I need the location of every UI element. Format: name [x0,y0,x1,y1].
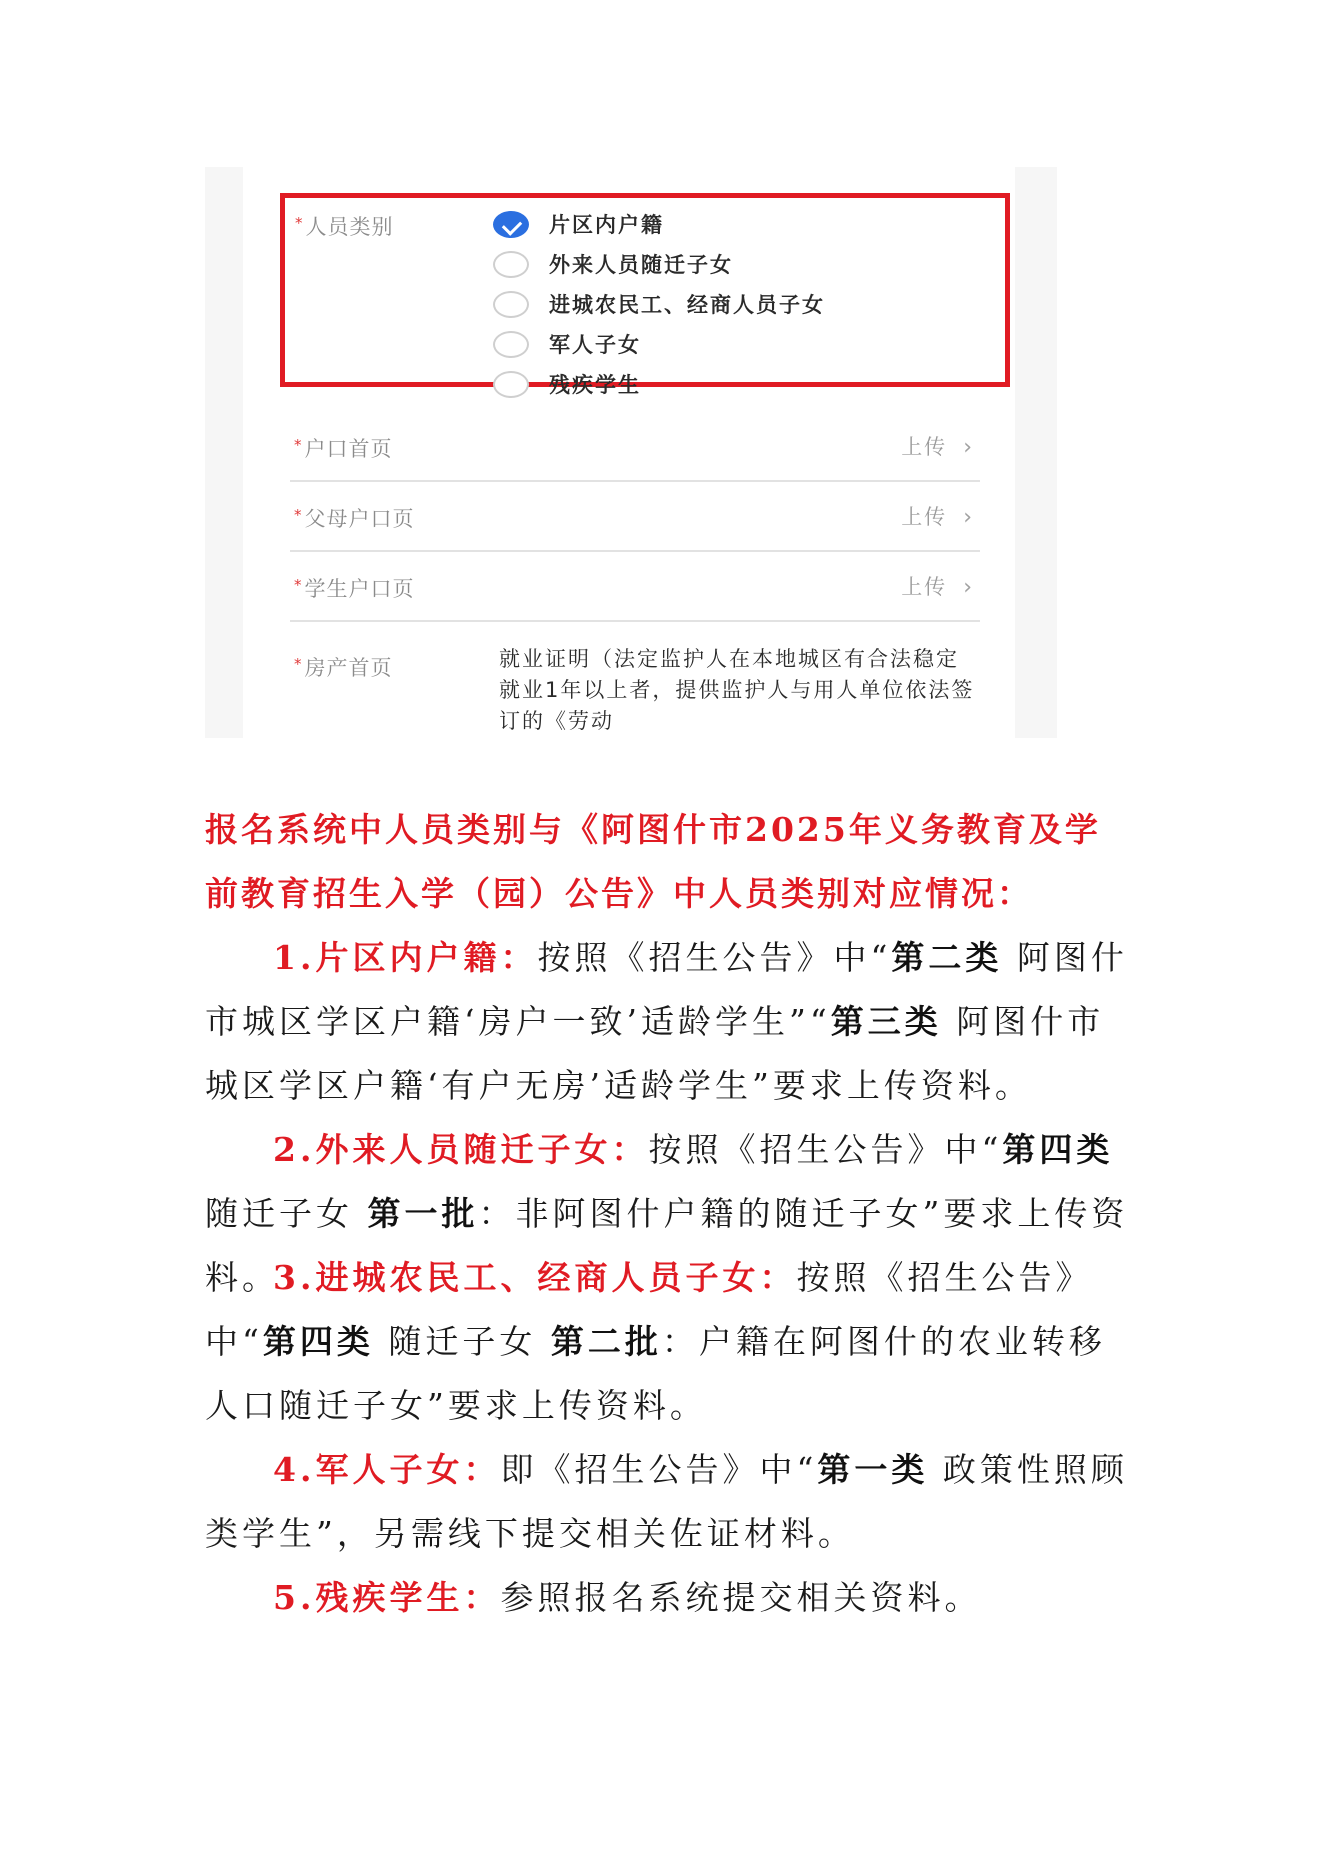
option-local-hukou[interactable] [493,209,664,239]
upload-row-parent-hukou[interactable] [290,482,980,552]
document-heading: 报名系统中人员类别与《阿图什市2025年义务教育及学前教育招生入学（园）公告》中人员类别对应情况： [205,810,1101,913]
item-disabled-students: 5.残疾学生：参照报名系统提交相关资料。 [273,1578,982,1617]
form-screenshot [205,167,1057,738]
upload-row-student-hukou[interactable] [290,552,980,622]
category-label-text: 人员类别 [305,215,394,239]
category-label [295,211,394,241]
option-disabled-students[interactable] [493,369,641,399]
radio-unchecked-icon[interactable] [493,331,529,358]
item-migrant-worker-children: 3.进城农民工、经商人员子女：按照《招生公告》中“第四类 随迁子女 第二批：户籍在阿图什的农业转移人口随迁子女”要求上传资料。 [205,1258,1106,1425]
item-lead: 5.残疾学生： [273,1578,501,1617]
required-mark: * [295,214,304,232]
upload-button[interactable]: 上传 › [901,435,974,460]
option-label: 残疾学生 [549,373,641,397]
upload-row-label: *父母户口页 [294,506,415,531]
upload-row-property[interactable] [290,640,980,738]
upload-row-label: *房产首页 [294,655,393,680]
chevron-right-icon: › [963,575,974,600]
upload-row-label: *学生户口页 [294,576,415,601]
radio-unchecked-icon[interactable] [493,251,529,278]
property-row-description: 就业证明（法定监护人在本地城区有合法稳定就业1年以上者，提供监护人与用人单位依法签订的《劳动 [499,647,975,733]
option-label: 进城农民工、经商人员子女 [549,293,825,317]
option-label: 军人子女 [549,333,641,357]
upload-row-label: *户口首页 [294,436,393,461]
option-military-children[interactable] [493,329,641,359]
item-lead: 3.进城农民工、经商人员子女： [273,1258,797,1297]
item-lead: 2.外来人员随迁子女： [273,1130,649,1169]
radio-checked-icon[interactable] [493,211,529,238]
chevron-right-icon: › [963,505,974,530]
chevron-right-icon: › [963,435,974,460]
option-label: 片区内户籍 [549,213,664,237]
item-lead: 1.片区内户籍： [273,938,538,977]
upload-row-hukou-front[interactable] [290,412,980,482]
radio-unchecked-icon[interactable] [493,291,529,318]
item-local-hukou: 1.片区内户籍：按照《招生公告》中“第二类 阿图什市城区学区户籍‘房户一致’适龄学生”“第三类 阿图什市城区学区户籍‘有户无房’适龄学生”要求上传资料。 [205,938,1128,1105]
item-lead: 4.军人子女： [273,1450,501,1489]
item-migrant-children: 2.外来人员随迁子女：按照《招生公告》中“第四类 随迁子女 第一批：非阿图什户籍的随迁子女”要求上传资料。 [205,1130,1129,1297]
item-military-children: 4.军人子女：即《招生公告》中“第一类 政策性照顾类学生”，另需线下提交相关佐证材料。 [205,1450,1128,1553]
upload-button[interactable]: 上传 › [901,575,974,600]
option-migrant-worker-children[interactable] [493,289,825,319]
option-migrant-children[interactable] [493,249,733,279]
option-label: 外来人员随迁子女 [549,253,733,277]
upload-button[interactable]: 上传 › [901,505,974,530]
radio-unchecked-icon[interactable] [493,371,529,398]
